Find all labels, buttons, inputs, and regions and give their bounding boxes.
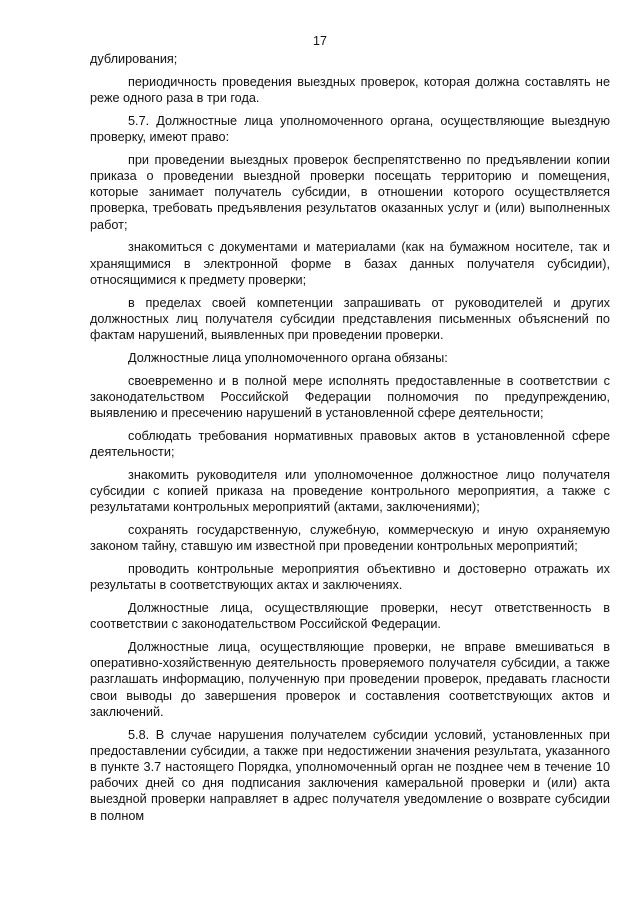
paragraph: знакомить руководителя или уполномоченное должностное лицо получателя субсидии с копией приказа на проведение контрольного мероприятия, а также с результатами контрольных мероприятий (актами, заключениями); (90, 467, 610, 515)
paragraph: соблюдать требования нормативных правовых актов в установленной сфере деятельности; (90, 428, 610, 460)
paragraph: дублирования; (90, 52, 178, 66)
paragraph: в пределах своей компетенции запрашивать от руководителей и других должностных лиц получателя субсидии представления письменных объяснений по фактам нарушений, выявленных при проведении проверки. (90, 295, 610, 343)
paragraph: Должностные лица уполномоченного органа обязаны: (128, 350, 448, 365)
paragraph: своевременно и в полной мере исполнять предоставленные в соответствии с законодательством Российской Федерации полномочия по предупреждению, выявлению и пресечению нарушений в установленной сфере деятельности; (90, 373, 610, 421)
page-number: 17 (313, 34, 327, 48)
paragraph: сохранять государственную, служебную, коммерческую и иную охраняемую законом тайну, ставшую им известной при проведении контрольных мероприятий; (90, 523, 610, 554)
paragraph: знакомиться с документами и материалами (как на бумажном носителе, так и хранящимися в электронной форме в базах данных получателя субсидии), относящимися к предмету проверки; (90, 240, 610, 287)
paragraph: при проведении выездных проверок беспрепятственно по предъявлении копии приказа о проведении выездной проверки посещать территорию и помещения, которые занимает получатель субсидии, в отношении которого осуществляется проверка, требовать предъявления результатов оказанных услуг и (или) выполненных работ; (90, 152, 610, 232)
paragraph: 5.8. В случае нарушения получателем субсидии условий, установленных при предоставлении субсидии, а также при недостижении значения результата, указанного в пункте 3.7 настоящего Порядка, уполномоченный орган не позднее чем в течение 10 рабочих дней со дня подписания заключения камеральной проверки и (или) акта выездной проверки направляет в адрес получателя уведомление о возврате субсидии в полном (90, 727, 610, 823)
paragraph: проводить контрольные мероприятия объективно и достоверно отражать их результаты в соответствующих актах и заключениях. (90, 562, 610, 593)
paragraph: Должностные лица, осуществляющие проверки, несут ответственность в соответствии с законодательством Российской Федерации. (90, 601, 610, 632)
paragraph: периодичность проведения выездных проверок, которая должна составлять не реже одного раза в три года. (90, 74, 610, 105)
document-body (90, 51, 610, 830)
paragraph: 5.7. Должностные лица уполномоченного органа, осуществляющие выездную проверку, имеют право: (90, 113, 610, 144)
paragraph: Должностные лица, осуществляющие проверки, не вправе вмешиваться в оперативно-хозяйственную деятельность проверяемого получателя субсидии, а также разглашать информацию, полученную при проведении проверок, предавать гласности свои выводы до завершения проверок и составления соответствующих актов и заключений. (90, 640, 610, 719)
